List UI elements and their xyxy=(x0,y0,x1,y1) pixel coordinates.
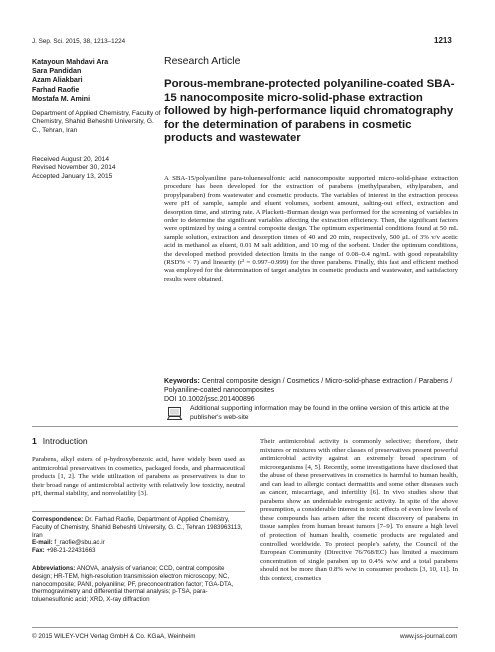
doi[interactable]: DOI 10.1002/jssc.201400896 xyxy=(164,395,255,403)
intro-paragraph-col1: Parabens, alkyl esters of p-hydroxybenzoic acid, have widely been used as antimicrobial preservatives in cosmetics, packaged foods, and pharmaceutical products [1, 2]. The wide utilization of parabens as preservatives is due to their broad range of antimicrobial activity with relatively low toxicity, neutral pH, thermal stability, and nonvolatility [3]. xyxy=(32,456,245,498)
correspondence xyxy=(32,516,245,555)
correspondence-text: Dr. Farhad Raofie, Department of Applied Chemistry, Faculty of Chemistry, Shahid Beheshti University, G. C., Tehran 1983963113, Iran xyxy=(32,516,243,539)
section-title: Introduction xyxy=(42,436,88,446)
abbreviations-label: Abbreviations: xyxy=(32,565,76,572)
copyright: © 2015 WILEY-VCH Verlag GmbH & Co. KGaA, Weinheim xyxy=(32,633,196,640)
affiliation: Department of Applied Chemistry, Faculty of Chemistry, Shahid Beheshti University, G. C., Tehran, Iran xyxy=(32,110,161,134)
divider xyxy=(32,426,458,427)
author-list xyxy=(32,58,157,104)
email-label: E-mail: xyxy=(32,539,53,547)
fax-line xyxy=(32,547,245,555)
footnote-divider xyxy=(32,511,245,512)
abbreviations xyxy=(32,565,245,604)
journal-website[interactable]: www.jss-journal.com xyxy=(400,633,458,640)
email-address[interactable]: f_raofie@sbu.ac.ir xyxy=(54,539,105,547)
author-name: Farhad Raofie xyxy=(32,85,80,94)
author-name: Katayoun Mahdavi Ara xyxy=(32,58,109,66)
abbreviations-text: ANOVA, analysis of variance; CCD, central composite design; HR-TEM, high-resolution transmission electron microscopy; NC, nanocomposite; PANI, polyaniline; PF, preconcentration factor; TGA-DTA, thermogravimetry and differential thermal analysis; p-TSA, para-toluenesulfonic acid; XRD, X-ray diffraction xyxy=(32,565,234,604)
fax-number: +98-21-22431663 xyxy=(46,547,96,555)
computer-icon xyxy=(167,407,183,420)
revised-date: Revised November 30, 2014 xyxy=(32,164,116,172)
fax-label: Fax: xyxy=(32,547,45,555)
accepted-date: Accepted January 13, 2015 xyxy=(32,172,113,180)
intro-paragraph-col2: Their antimicrobial activity is commonly selective; therefore, their mixtures or mixtures with other classes of preservatives present powerful antimicrobial activity against an extremely broad spectrum of microorganisms [4, 5]. Recently, some investigations have disclosed that the abuse of these preservatives in cosmetics is harmful to human health, and can lead to allergic contact dermatitis and some other diseases such as cancer, miscarriage, and infertility [6]. In vivo studies show that parabens show an undeniable estrogenic activity. In spite of the above presumption, a considerable interest in toxic effects of even low levels of these compounds has arisen after the recent discovery of parabens in tissue samples from human breast tumors [7–9]. To ensure a high level of protection of human health, cosmetic products are regulated and controlled worldwide. To protect people's safety, the Council of the European Community (Directive 76/768/EC) has limited a maximum concentration of single paraben up to 0.4% w/w and a total parabens should not be more than 0.8% w/w in consumer products [3, 10, 11]. In this context, cosmetics xyxy=(260,438,458,582)
correspondence-label: Correspondence: xyxy=(32,516,84,523)
author-name: Mostafa M. Amini xyxy=(32,94,91,103)
journal-reference: J. Sep. Sci. 2015, 38, 1213–1224 xyxy=(32,38,126,45)
section-heading xyxy=(32,436,88,446)
received-date: Received August 20, 2014 xyxy=(32,156,109,163)
article-dates xyxy=(32,156,162,181)
article-title: Porous-membrane-protected polyaniline-coated SBA-15 nanocomposite micro-solid-phase extraction followed by high-performance liquid chromatography for the determination of parabens in cosmetic products and wastewater xyxy=(164,78,455,145)
keywords-block xyxy=(164,378,458,404)
abstract: A SBA-15/polyaniline para-toluenesulfonic acid nanocomposite supported micro-solid-phase extraction procedure has been developed for the extraction of parabens (methylparaben, ethylparaben, and propylparaben) from wastewater and cosmetic products. The variables of interest in the extraction process were pH of sample, sample and eluent volumes, sorbent amount, salting-out effect, extraction and desorption time, and stirring rate. A Plackett–Burman design was performed for the screening of variables in order to determine the significant variables affecting the extraction efficiency. Then, the significant factors were optimized by using a central composite design. The optimum experimental conditions found at 50 mL sample solution, extraction and desorption times of 40 and 20 min, respectively, 500 μL of 3% v/v acetic acid in methanol as eluent, 0.01 M salt addition, and 10 mg of the sorbent. Under the optimum conditions, the developed method provided detection limits in the range of 0.08–0.4 ng/mL with good repeatability (RSD% < 7) and linearity (r² = 0.997–0.999) for the three parabens. Finally, this fast and efficient method was employed for the determination of target analytes in cosmetic products and wastewater, and satisfactory results were obtained. xyxy=(164,175,458,283)
footer-divider xyxy=(32,627,458,628)
author-name: Azam Aliakbari xyxy=(32,76,83,85)
author-name: Sara Pandidan xyxy=(32,67,82,76)
section-number: 1 xyxy=(32,436,37,446)
keywords-text: Central composite design / Cosmetics / Micro-solid-phase extraction / Parabens / Polyaniline-coated nanocomposites xyxy=(164,378,453,394)
keywords-label: Keywords: xyxy=(164,378,200,385)
article-type: Research Article xyxy=(164,55,241,67)
supplementary-note: Additional supporting information may be found in the online version of this article at the publisher's web-site xyxy=(190,405,450,421)
page-number: 1213 xyxy=(434,36,452,45)
email-line xyxy=(32,539,245,547)
